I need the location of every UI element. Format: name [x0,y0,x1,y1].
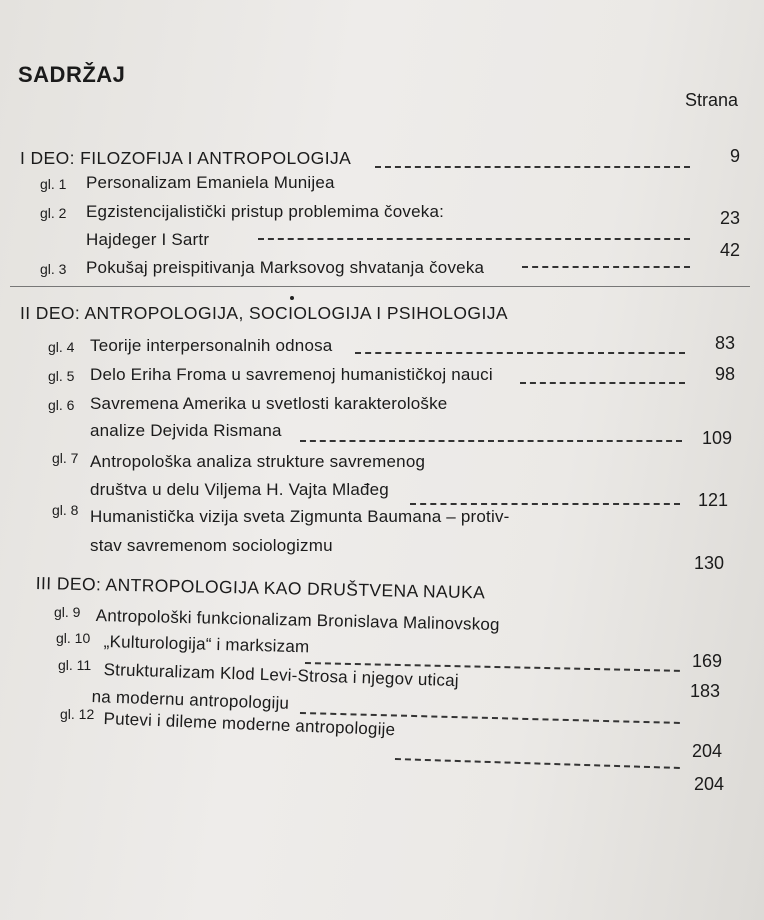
chapter-title: Egzistencijalistički pristup problemima čoveka: [86,202,445,221]
chapter-number: gl. 6 [48,397,75,413]
section-divider [10,286,750,287]
page-number: 42 [719,240,740,260]
ink-dot [290,296,294,300]
chapter-title: Personalizam Emaniela Munijea [86,173,335,192]
page-number: 98 [714,364,735,384]
page-number: 130 [693,553,724,573]
chapter-number: gl. 12 [60,706,95,722]
chapter-title: Savremena Amerika u svetlosti karakterološke [90,394,448,413]
page-number: 121 [697,490,728,510]
page-number: 183 [689,681,720,701]
chapter-title: „Kulturologija“ i marksizam [103,632,310,657]
chapter-title: Humanistička vizija sveta Zigmunta Baumana – protiv- [90,507,510,526]
leader-dashes [258,238,690,240]
leader-dashes [410,503,680,505]
part-heading: I DEO: FILOZOFIJA I ANTROPOLOGIJA [20,148,352,168]
leader-dashes [300,440,682,442]
chapter-number: gl. 5 [48,368,75,384]
leader-dashes [522,266,690,268]
page-column-header: Strana [684,90,738,110]
chapter-title: Teorije interpersonalnih odnosa [90,336,333,355]
chapter-title: Strukturalizam Klod Levi-Strosa i njegov uticaj [103,660,460,691]
chapter-title-continued: Hajdeger I Sartr [86,230,210,249]
chapter-number: gl. 1 [40,176,67,192]
page-number: 83 [714,333,735,353]
chapter-title: Pokušaj preispitivanja Marksovog shvatanja čoveka [86,258,485,277]
leader-dashes [395,758,680,769]
chapter-number: gl. 11 [58,657,92,673]
chapter-number: gl. 8 [52,502,79,518]
page-number: 109 [701,428,732,448]
page-number: 204 [691,741,722,761]
page-title: SADRŽAJ [18,62,126,87]
page-number: 204 [693,774,724,794]
chapter-number: gl. 7 [52,450,79,466]
chapter-title: Antropološki funkcionalizam Bronislava Malinovskog [95,606,500,635]
chapter-title-continued: stav savremenom sociologizmu [90,536,333,555]
page-number: 9 [729,146,740,166]
leader-dashes [520,382,685,384]
chapter-number: gl. 4 [48,339,75,355]
chapter-title-continued: na modernu antropologiju [91,687,290,713]
chapter-number: gl. 9 [54,604,81,620]
chapter-number: gl. 10 [56,630,91,646]
part-heading: III DEO: ANTROPOLOGIJA KAO DRUŠTVENA NAUKA [35,573,486,603]
chapter-title: Putevi i dileme moderne antropologije [103,709,396,740]
page-number: 23 [719,208,740,228]
part-heading: II DEO: ANTROPOLOGIJA, SOCIOLOGIJA I PSIHOLOGIJA [20,303,508,323]
chapter-title: Delo Eriha Froma u savremenoj humanističkoj nauci [90,365,493,384]
leader-dashes [355,352,685,354]
chapter-title-continued: analize Dejvida Rismana [90,421,282,440]
chapter-title-continued: društva u delu Viljema H. Vajta Mlađeg [90,480,389,499]
page-number: 169 [691,651,722,671]
chapter-number: gl. 3 [40,261,67,277]
chapter-title: Antropološka analiza strukture savremenog [90,452,426,471]
chapter-number: gl. 2 [40,205,67,221]
leader-dashes [375,166,690,168]
